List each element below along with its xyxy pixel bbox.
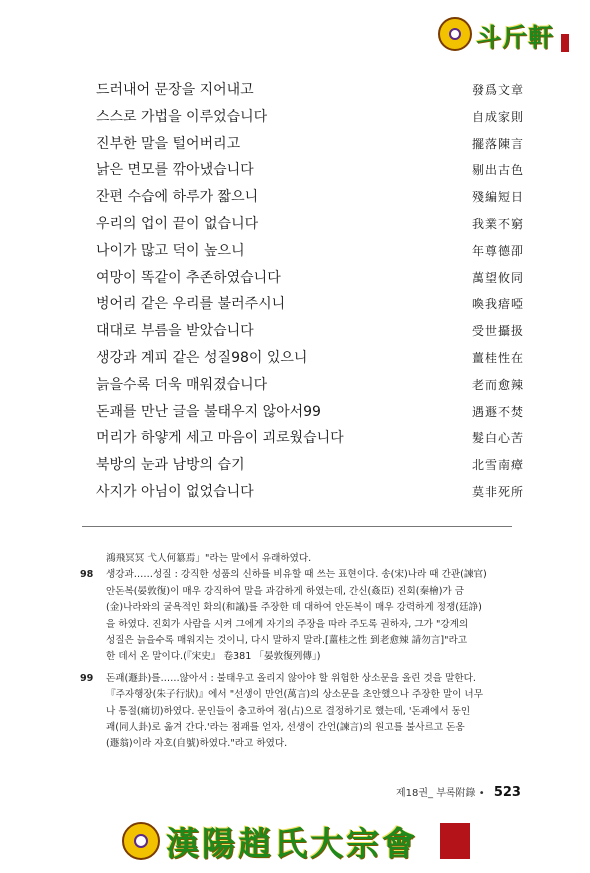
footnote-line: 『주자행장(朱子行狀)』에서 "선생이 만언(萬言)의 상소문을 초안했으나 주장한 말이 너무 bbox=[106, 689, 483, 701]
verse-row bbox=[96, 157, 524, 184]
footnote-divider bbox=[82, 526, 512, 527]
footnotes bbox=[80, 551, 514, 753]
verse-list bbox=[96, 77, 524, 506]
footnote-line: 안돈복(晏敦復)이 매우 강직하여 말을 과감하게 하였는데, 간신(姦臣) 진회(秦檜)가 금 bbox=[106, 585, 465, 597]
page-footer bbox=[396, 784, 521, 800]
verse-korean: 벙어리 같은 우리를 불러주시니 bbox=[96, 296, 286, 313]
verse-korean: 사지가 아님이 없었습니다 bbox=[96, 483, 254, 500]
footnote-99 bbox=[80, 671, 514, 687]
verse-row bbox=[96, 77, 524, 104]
verse-hanja: 北雪南瘴 bbox=[471, 458, 524, 473]
verse-hanja: 自成家則 bbox=[471, 109, 524, 124]
verse-hanja: 髮白心苦 bbox=[471, 431, 524, 446]
red-seal-icon bbox=[440, 823, 470, 859]
bullet-separator: • bbox=[478, 788, 485, 799]
verse-row bbox=[96, 479, 524, 506]
verse-row bbox=[96, 372, 524, 399]
verse-hanja: 萬望攸同 bbox=[471, 270, 524, 285]
verse-row bbox=[96, 425, 524, 452]
volume-label: 제18권_ 부록附錄 bbox=[396, 788, 476, 799]
verse-korean: 여망이 똑같이 추존하였습니다 bbox=[96, 269, 281, 286]
plum-blossom-emblem-icon bbox=[122, 822, 160, 860]
footnote-line: (遯翁)이라 자호(自號)하였다."라고 하였다. bbox=[106, 738, 288, 750]
red-seal-icon bbox=[561, 34, 569, 52]
verse-korean: 스스로 가법을 이루었습니다 bbox=[96, 108, 268, 125]
verse-hanja: 發爲文章 bbox=[471, 83, 524, 97]
verse-hanja: 殘編短日 bbox=[471, 190, 524, 205]
footnote-line: 돈괘(遯卦)를……않아서 : 불태우고 올리지 않아야 할 위험한 상소문을 올린 것을 말한다. bbox=[106, 672, 476, 684]
footnote-continuation: 鴻飛冥冥 弋人何簒焉」"라는 말에서 유래하였다. bbox=[106, 553, 312, 564]
verse-row bbox=[96, 291, 524, 318]
page-number: 523 bbox=[493, 785, 521, 800]
verse-row bbox=[96, 184, 524, 211]
verse-korean: 낡은 면모를 깎아냈습니다 bbox=[96, 162, 254, 179]
plum-blossom-emblem-icon bbox=[438, 17, 472, 51]
verse-hanja: 遇遯不焚 bbox=[471, 404, 524, 419]
verse-korean: 머리가 하얗게 세고 마음이 괴로웠습니다 bbox=[96, 430, 344, 447]
bottom-logo-text: 漢陽趙氏大宗會 bbox=[166, 824, 418, 863]
verse-row bbox=[96, 238, 524, 265]
top-logo-text: 斗斤軒 bbox=[476, 23, 555, 52]
verse-hanja: 年尊德卲 bbox=[471, 243, 524, 258]
verse-korean: 대대로 부름을 받았습니다 bbox=[96, 323, 254, 340]
verse-korean: 생강과 계피 같은 성질98이 있으니 bbox=[96, 349, 308, 366]
verse-korean: 늙을수록 더욱 매워졌습니다 bbox=[96, 376, 268, 393]
verse-korean: 돈괘를 만난 글을 불태우지 않아서99 bbox=[96, 403, 321, 420]
verse-korean: 드러내어 문장을 지어내고 bbox=[96, 82, 254, 98]
verse-row bbox=[96, 452, 524, 479]
footnote-line: (金)나라와의 굴욕적인 화의(和議)를 주장한 데 대하여 안돈복이 매우 강력하게 정쟁(廷諍) bbox=[106, 602, 482, 614]
verse-row bbox=[96, 345, 524, 372]
verse-korean: 진부한 말을 털어버리고 bbox=[96, 135, 241, 152]
verse-hanja: 我業不窮 bbox=[471, 216, 524, 231]
verse-hanja: 受世攝扱 bbox=[471, 324, 524, 339]
verse-korean: 우리의 업이 끝이 없습니다 bbox=[96, 215, 259, 232]
verse-hanja: 喚我瘖啞 bbox=[471, 297, 524, 312]
footnote-line: 나 통절(痛切)하였다. 문인들이 충고하여 점(占)으로 결정하기로 했는데, '돈괘에서 동인 bbox=[106, 705, 471, 717]
verse-hanja: 剔出古色 bbox=[471, 163, 524, 178]
footnote-line: 괘(同人卦)로 옮겨 간다.'라는 점괘를 얻자, 선생이 간언(諫言)의 원고를 불사르고 돈옹 bbox=[106, 722, 465, 734]
verse-row bbox=[96, 104, 524, 131]
verse-row bbox=[96, 318, 524, 345]
footnote-line: 한 데서 온 말이다.(『宋史』 卷381 「晏敦復列傳」) bbox=[106, 651, 321, 663]
footnote-line: 생강과……성질 : 강직한 성품의 신하를 비유할 때 쓰는 표현이다. 송(宋)나라 때 간관(諫官) bbox=[106, 569, 487, 581]
footnote-98 bbox=[80, 567, 514, 583]
verse-hanja: 擺落陳言 bbox=[471, 136, 524, 151]
verse-row bbox=[96, 131, 524, 158]
verse-hanja: 老而愈辣 bbox=[471, 377, 524, 392]
verse-row bbox=[96, 399, 524, 426]
footnote-line: 을 하였다. 진회가 사람을 시켜 그에게 자기의 주장을 따라 주도록 권하자, 그가 "강계의 bbox=[106, 618, 469, 630]
footnote-number: 99 bbox=[80, 672, 94, 684]
verse-hanja: 莫非死所 bbox=[471, 484, 524, 499]
verse-korean: 잔편 수습에 하루가 짧으니 bbox=[96, 189, 259, 206]
verse-row bbox=[96, 211, 524, 238]
verse-hanja: 薑桂性在 bbox=[471, 350, 524, 365]
footnote-number: 98 bbox=[80, 569, 94, 581]
verse-row bbox=[96, 265, 524, 292]
verse-korean: 북방의 눈과 남방의 습기 bbox=[96, 457, 245, 474]
footnote-line: 성질은 늙을수록 매워지는 것이니, 다시 말하지 말라.[薑桂之性 到老愈辣 請勿言]"라고 bbox=[106, 635, 468, 647]
verse-korean: 나이가 많고 덕이 높으니 bbox=[96, 242, 245, 259]
